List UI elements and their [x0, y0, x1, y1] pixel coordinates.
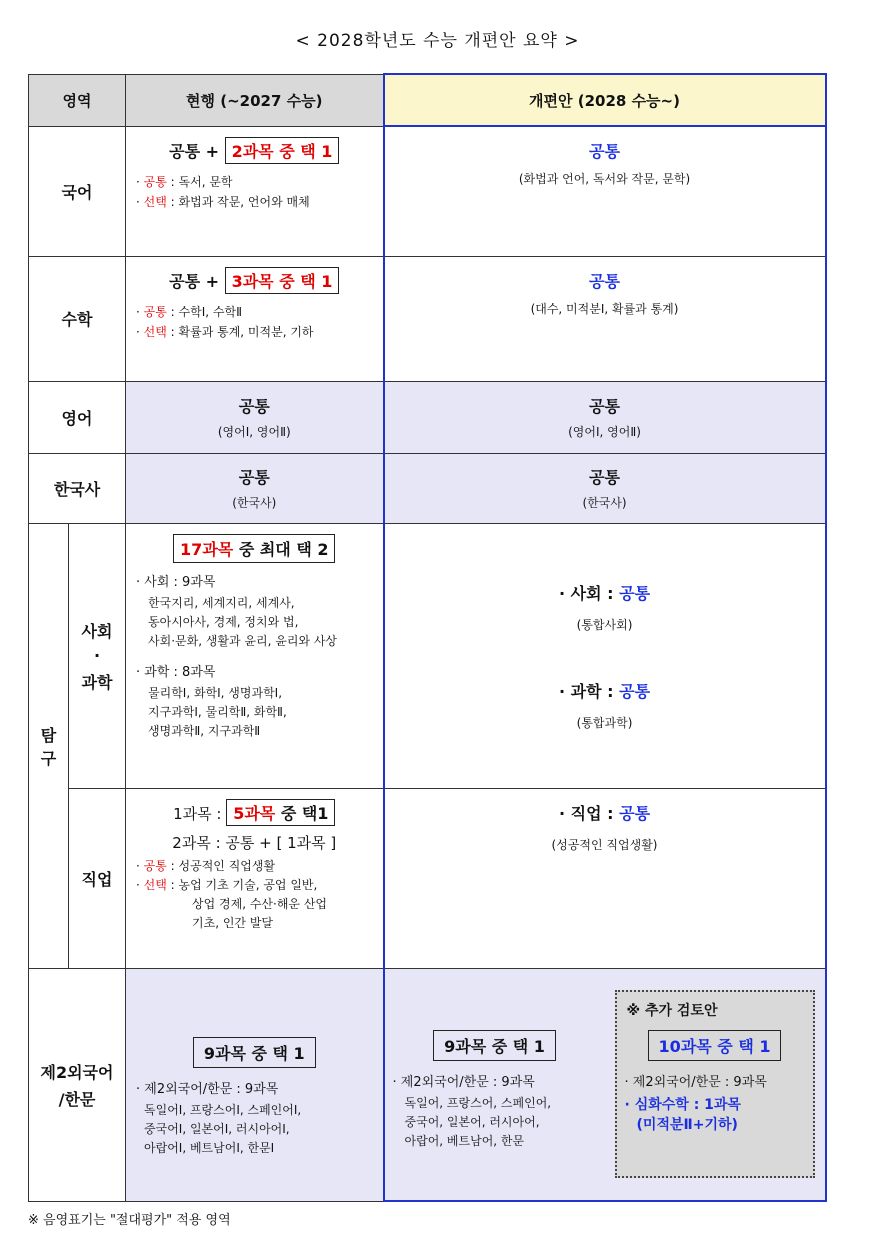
math-cur-prefix: 공통 +: [169, 271, 220, 291]
korean-cur-common: · 공통 : 독서, 문학: [136, 174, 233, 189]
extra-review-box: [615, 990, 815, 1178]
foreign-current: [126, 968, 384, 1201]
label-job: 직업: [69, 788, 126, 968]
foreign-new-head: · 제2외국어/한문 : 9과목: [392, 1075, 535, 1091]
korean-new-sub: (화법과 언어, 독서와 작문, 문학): [518, 172, 691, 186]
social-list: 한국지리, 세계지리, 세계사, 동아시아사, 경제, 정치와 법, 사회·문화, 생활과 윤리, 윤리와 사상: [148, 595, 338, 648]
science-list: 물리학Ⅰ, 화학Ⅰ, 생명과학Ⅰ, 지구과학Ⅰ, 물리학Ⅱ, 화학Ⅱ, 생명과학Ⅱ, 지구과학Ⅱ: [148, 685, 287, 738]
job-line1: 1과목 : 5과목 중 택1: [126, 799, 383, 826]
math-cur-select: · 선택 : 확률과 통계, 미적분, 기하: [136, 324, 314, 339]
new-job-sub: (성공적인 직업생활): [551, 837, 658, 852]
job-common: · 공통 : 성공적인 직업생활: [136, 858, 276, 873]
english-cur-sub: (영어Ⅰ, 영어Ⅱ): [217, 425, 291, 439]
row-history: [29, 453, 826, 523]
new-science-sub: (통합과학): [576, 715, 633, 730]
label-inquiry: [29, 523, 69, 968]
foreign-cur-list: 독일어Ⅰ, 프랑스어Ⅰ, 스페인어Ⅰ, 중국어Ⅰ, 일본어Ⅰ, 러시아어Ⅰ, 아랍어Ⅰ, 베트남어Ⅰ, 한문Ⅰ: [144, 1103, 302, 1155]
comparison-table: [28, 73, 827, 1202]
job-select-cont-2: 기초, 인간 발달: [192, 915, 274, 930]
row-math: [29, 256, 826, 381]
row-foreign: [29, 968, 826, 1201]
label-socsci: [69, 523, 126, 788]
label-dot: ·: [93, 645, 101, 665]
new-job: · 직업 : 공통: [558, 803, 651, 823]
new-social: · 사회 : 공통: [558, 583, 651, 603]
label-foreign-1: 제2외국어: [40, 1062, 114, 1082]
english-current: [126, 381, 384, 453]
job-select: · 선택 : 농업 기초 기술, 공업 일반,: [136, 877, 318, 892]
foreign-new-box: 9과목 중 택 1: [433, 1030, 556, 1061]
new-science: · 과학 : 공통: [558, 681, 651, 701]
korean-cur-prefix: 공통 +: [169, 141, 220, 161]
extra-math: · 심화수학 : 1과목: [624, 1097, 741, 1114]
socsci-proposed: [384, 523, 826, 788]
history-current: [126, 453, 384, 523]
history-cur-sub: (한국사): [232, 496, 277, 510]
row-inquiry-socsci: [29, 523, 826, 788]
social-head: · 사회 : 9과목: [136, 574, 216, 590]
label-history: 한국사: [29, 453, 126, 523]
label-science: 과학: [81, 672, 113, 692]
foreign-new-main: [385, 984, 605, 1184]
english-cur-title: 공통: [238, 397, 270, 416]
history-new-sub: (한국사): [582, 496, 627, 510]
foreign-new-list: 독일어, 프랑스어, 스페인어, 중국어, 일본어, 러시아어, 아랍어, 베트남어, 한문: [404, 1096, 552, 1149]
label-foreign-2: /한문: [58, 1089, 96, 1109]
korean-proposed: [384, 126, 826, 256]
footnote: ※ 음영표기는 "절대평가" 적용 영역: [28, 1213, 231, 1228]
foreign-proposed: [384, 968, 826, 1201]
job-select-cont-1: 상업 경제, 수산·해운 산업: [192, 896, 328, 911]
foreign-cur-head: · 제2외국어/한문 : 9과목: [136, 1082, 279, 1097]
extra-box: 10과목 중 택 1: [648, 1030, 782, 1061]
korean-cur-select: · 선택 : 화법과 작문, 언어와 매체: [136, 194, 310, 209]
label-english: 영어: [29, 381, 126, 453]
science-head: · 과학 : 8과목: [136, 664, 216, 680]
socsci-cur-box: 17과목 중 최대 택 2: [173, 534, 335, 563]
row-inquiry-job: [29, 788, 826, 968]
label-foreign: [29, 968, 126, 1201]
math-cur-common: · 공통 : 수학Ⅰ, 수학Ⅱ: [136, 304, 242, 319]
foreign-cur-box: 9과목 중 택 1: [193, 1037, 316, 1068]
header-proposed: 개편안 (2028 수능~): [384, 74, 826, 126]
extra-title: ※ 추가 검토안: [626, 1003, 718, 1020]
extra-head: · 제2외국어/한문 : 9과목: [624, 1075, 767, 1091]
header-area: 영역: [29, 74, 126, 126]
korean-new-title: 공통: [589, 142, 620, 161]
korean-current: [126, 126, 384, 256]
page-title: < 2028학년도 수능 개편안 요약 >: [295, 31, 580, 51]
row-english: [29, 381, 826, 453]
english-new-title: 공통: [589, 397, 620, 416]
label-inquiry-bottom: 구: [40, 748, 57, 768]
history-cur-title: 공통: [238, 468, 270, 487]
header-current: 현행 (~2027 수능): [126, 74, 384, 126]
math-cur-box: 3과목 중 택 1: [225, 267, 340, 294]
history-proposed: [384, 453, 826, 523]
history-new-title: 공통: [589, 468, 620, 487]
job-proposed: [384, 788, 826, 968]
english-new-sub: (영어Ⅰ, 영어Ⅱ): [568, 425, 641, 439]
label-inquiry-top: 탐: [40, 725, 57, 745]
label-math: 수학: [29, 256, 126, 381]
extra-math-sub: (미적분Ⅱ+기하): [636, 1117, 738, 1134]
math-current: [126, 256, 384, 381]
math-proposed: [384, 256, 826, 381]
job-current: [126, 788, 384, 968]
math-new-sub: (대수, 미적분Ⅰ, 확률과 통계): [530, 301, 679, 316]
header-row: [29, 74, 826, 126]
math-new-title: 공통: [589, 271, 620, 291]
label-korean: 국어: [29, 126, 126, 256]
row-korean: [29, 126, 826, 256]
korean-cur-box: 2과목 중 택 1: [225, 137, 340, 164]
english-proposed: [384, 381, 826, 453]
socsci-current: [126, 523, 384, 788]
new-social-sub: (통합사회): [576, 617, 633, 632]
job-line2: 2과목 : 공통 + [ 1과목 ]: [172, 833, 337, 852]
label-social: 사회: [81, 621, 113, 641]
